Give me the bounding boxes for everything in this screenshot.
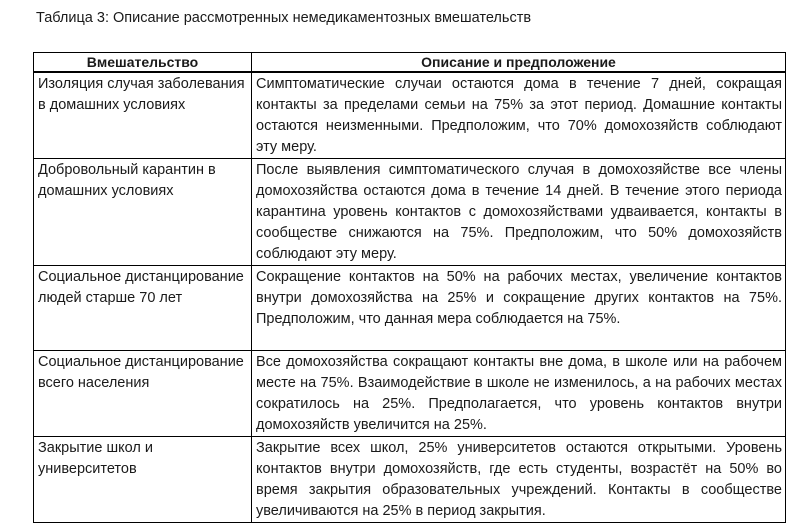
description-cell: Закрытие всех школ, 25% университетов остаются открытыми. Уровень контактов внутри домохозяйств, где есть студенты, возрастёт на 50% во время закрытия образовательных учреждений. Контакты в сообществе увеличиваются на 25% в период закрытия.: [252, 437, 786, 523]
column-header-intervention: Вмешательство: [34, 53, 252, 73]
table-row: [34, 437, 786, 523]
intervention-cell: Закрытие школ и университетов: [34, 437, 252, 523]
description-cell: Симптоматические случаи остаются дома в течение 7 дней, сокращая контакты за пределами семьи на 75% за этот период. Домашние контакты остаются неизменными. Предположим, что 70% домохозяйств соблюдают эту меру.: [252, 72, 786, 159]
intervention-cell: Добровольный карантин в домашних условиях: [34, 159, 252, 266]
interventions-table: [33, 52, 786, 523]
table-caption: Таблица 3: Описание рассмотренных немедикаментозных вмешательств: [36, 10, 532, 26]
table-row: [34, 351, 786, 437]
table-header-row: [34, 53, 786, 73]
intervention-cell: Изоляция случая заболевания в домашних условиях: [34, 72, 252, 159]
table-row: [34, 159, 786, 266]
table-row: [34, 266, 786, 351]
description-cell: Все домохозяйства сокращают контакты вне дома, в школе или на рабочем месте на 75%. Взаимодействие в школе не изменилось, а на рабочих местах сократилось на 25%. Предполагается, что уровень контактов внутри домохозяйств увеличится на 25%.: [252, 351, 786, 437]
intervention-cell: Социальное дистанцирование людей старше 70 лет: [34, 266, 252, 351]
table-row: [34, 72, 786, 159]
description-cell: Сокращение контактов на 50% на рабочих местах, увеличение контактов внутри домохозяйства на 25% и сокращение других контактов на 75%. Предположим, что данная мера соблюдается на 75%.: [252, 266, 786, 351]
column-header-description: Описание и предположение: [252, 53, 786, 73]
description-cell: После выявления симптоматического случая в домохозяйстве все члены домохозяйства остаются дома в течение 14 дней. В течение этого периода карантина уровень контактов с домохозяйствами удваивается, контакты в сообществе снижаются на 75%. Предположим, что 50% домохозяйств соблюдают эту меру.: [252, 159, 786, 266]
intervention-cell: Социальное дистанцирование всего населения: [34, 351, 252, 437]
